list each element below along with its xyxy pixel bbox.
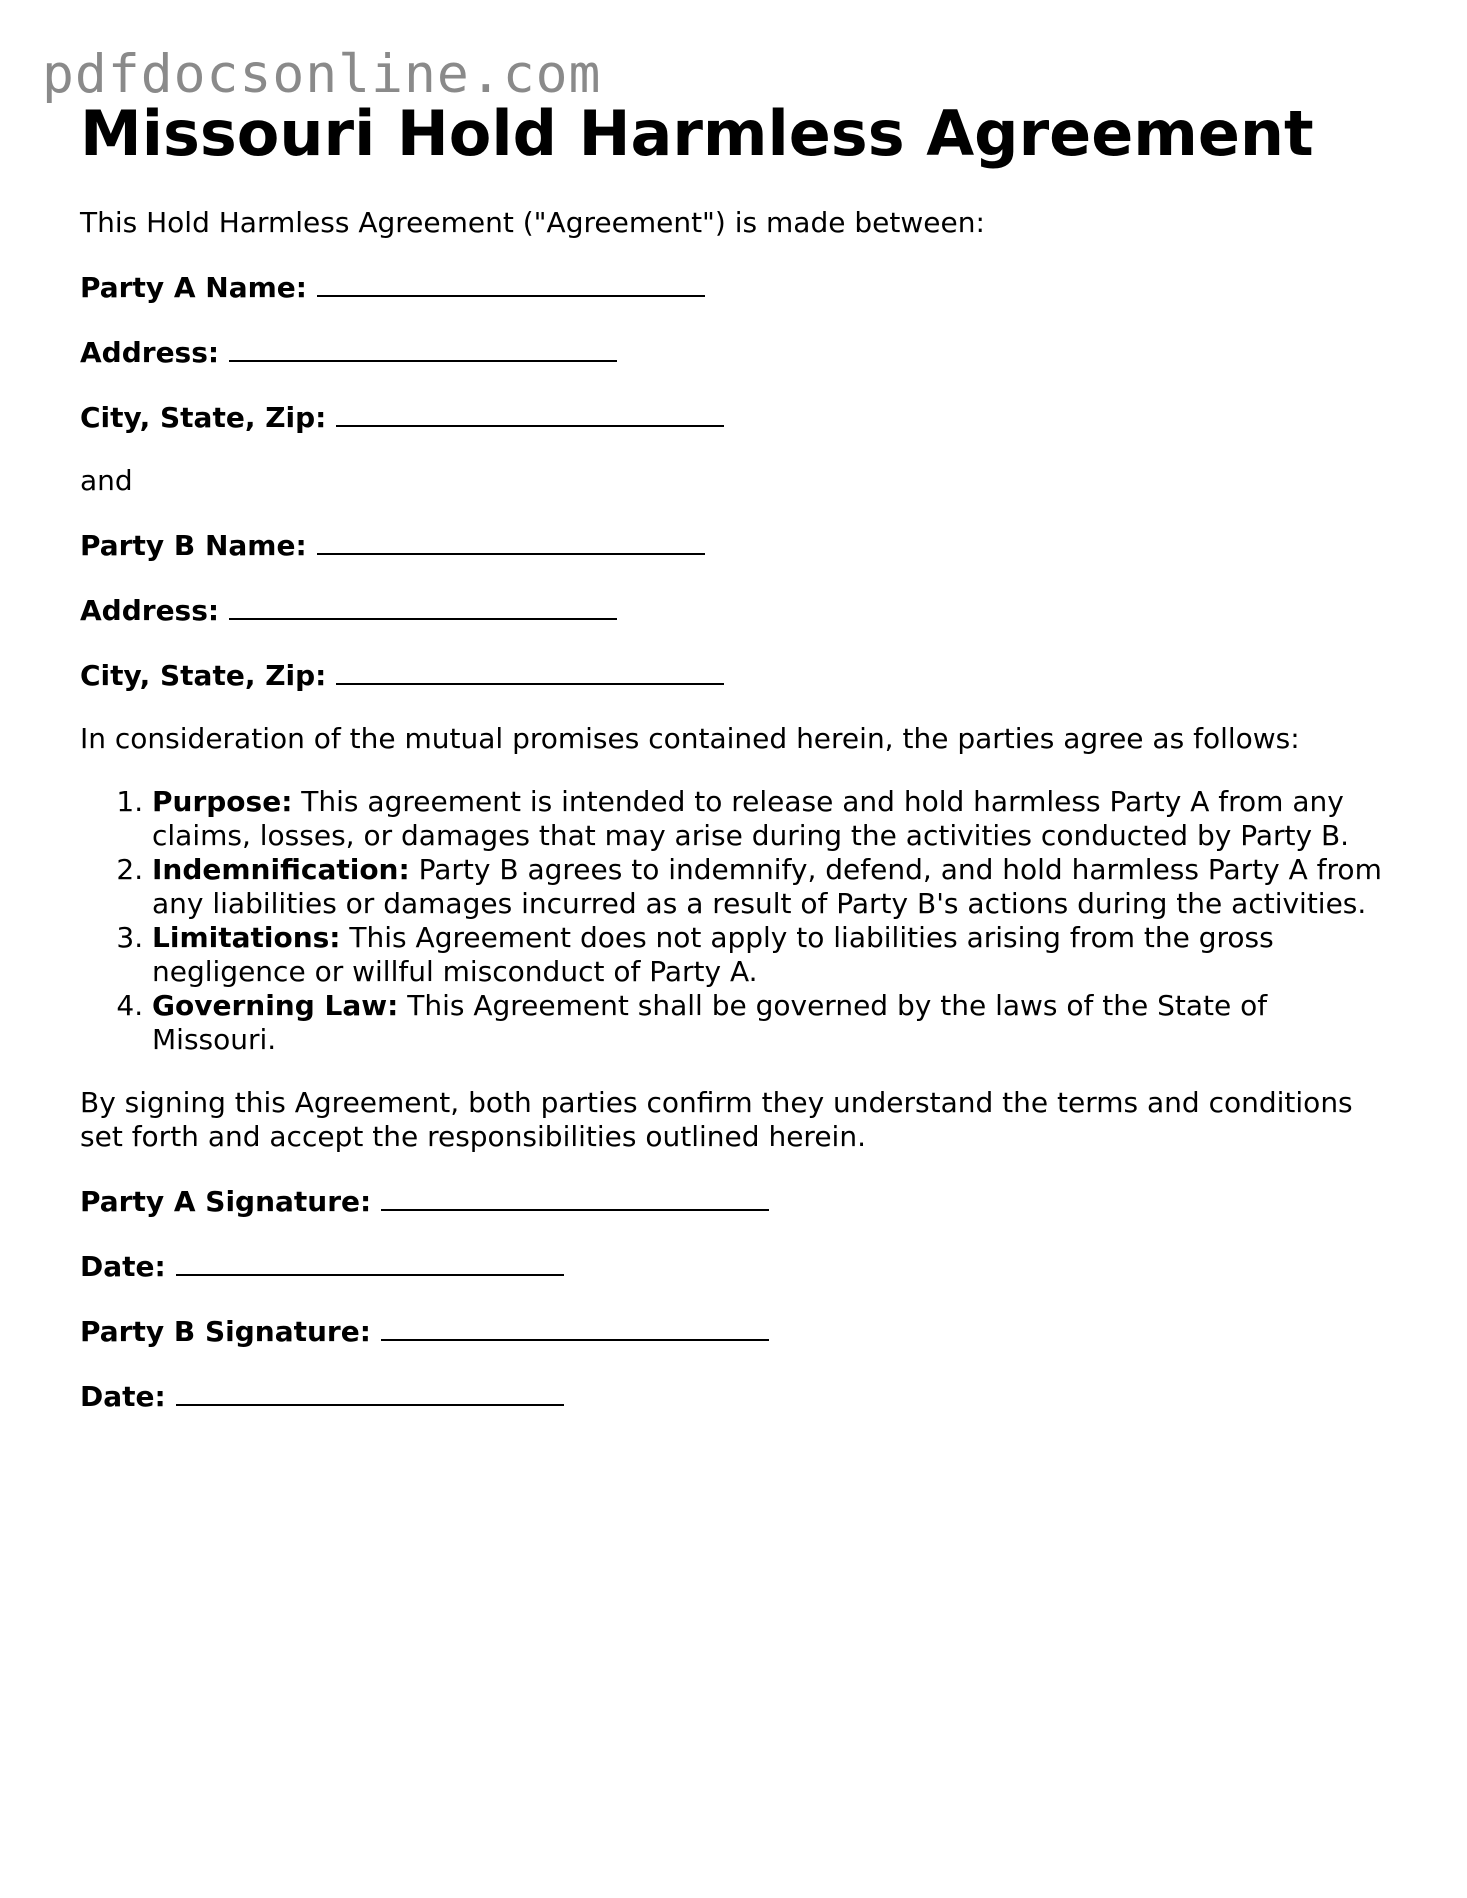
term-heading: Purpose: (152, 785, 293, 818)
party-b-address-label: Address: (80, 594, 220, 627)
party-a-date-label: Date: (80, 1250, 166, 1283)
term-heading: Governing Law: (152, 989, 399, 1022)
term-text: Party B agrees to indemnify, defend, and hold harmless Party A from any liabilities or damages incurred as a result of Party B's actions during the activities. (152, 853, 1382, 920)
party-b-name-label: Party B Name: (80, 529, 307, 562)
term-heading: Indemnification: (152, 853, 410, 886)
consideration-text: In consideration of the mutual promises contained herein, the parties agree as follows: (80, 722, 1300, 755)
party-b-date-line[interactable] (176, 1378, 564, 1406)
terms-list (80, 785, 1390, 1057)
party-a-name-line[interactable] (317, 269, 705, 297)
term-item (152, 853, 1390, 921)
party-b-name-line[interactable] (317, 527, 705, 555)
term-text: This Agreement shall be governed by the laws of the State of Missouri. (152, 989, 1268, 1056)
party-a-city-line[interactable] (336, 399, 724, 427)
party-b-name-field (80, 527, 1390, 563)
term-item (152, 921, 1390, 989)
term-item (152, 989, 1390, 1057)
term-text: This Agreement does not apply to liabilities arising from the gross negligence or willful misconduct of Party A. (152, 921, 1274, 988)
party-b-address-line[interactable] (229, 592, 617, 620)
party-a-date-field (80, 1248, 1390, 1284)
party-b-city-field (80, 657, 1390, 693)
party-b-date-field (80, 1378, 1390, 1414)
party-a-date-line[interactable] (176, 1248, 564, 1276)
party-a-name-field (80, 269, 1390, 305)
watermark: pdfdocsonline.com (42, 44, 602, 105)
party-a-city-field (80, 399, 1390, 435)
party-a-name-label: Party A Name: (80, 271, 307, 304)
party-a-signature-line[interactable] (381, 1183, 769, 1211)
party-b-signature-line[interactable] (381, 1313, 769, 1341)
party-b-city-line[interactable] (336, 657, 724, 685)
party-b-signature-field (80, 1313, 1390, 1349)
party-a-signature-label: Party A Signature: (80, 1185, 372, 1218)
document-body (80, 206, 1390, 1443)
party-a-signature-field (80, 1183, 1390, 1219)
term-text: This agreement is intended to release and hold harmless Party A from any claims, losses, or damages that may arise during the activities conducted by Party B. (152, 785, 1350, 852)
conjunction-text: and (80, 464, 133, 497)
party-b-signature-label: Party B Signature: (80, 1315, 371, 1348)
term-item (152, 785, 1390, 853)
party-a-address-label: Address: (80, 336, 220, 369)
party-b-city-label: City, State, Zip: (80, 659, 327, 692)
term-heading: Limitations: (152, 921, 341, 954)
party-a-address-field (80, 334, 1390, 370)
closing-text: By signing this Agreement, both parties confirm they understand the terms and conditions set forth and accept the responsibilities outlined herein. (80, 1086, 1353, 1153)
party-a-city-label: City, State, Zip: (80, 401, 327, 434)
party-a-address-line[interactable] (229, 334, 617, 362)
page-title: Missouri Hold Harmless Agreement (80, 97, 1314, 170)
intro-text: This Hold Harmless Agreement ("Agreement") is made between: (80, 206, 985, 239)
party-b-address-field (80, 592, 1390, 628)
party-b-date-label: Date: (80, 1380, 166, 1413)
